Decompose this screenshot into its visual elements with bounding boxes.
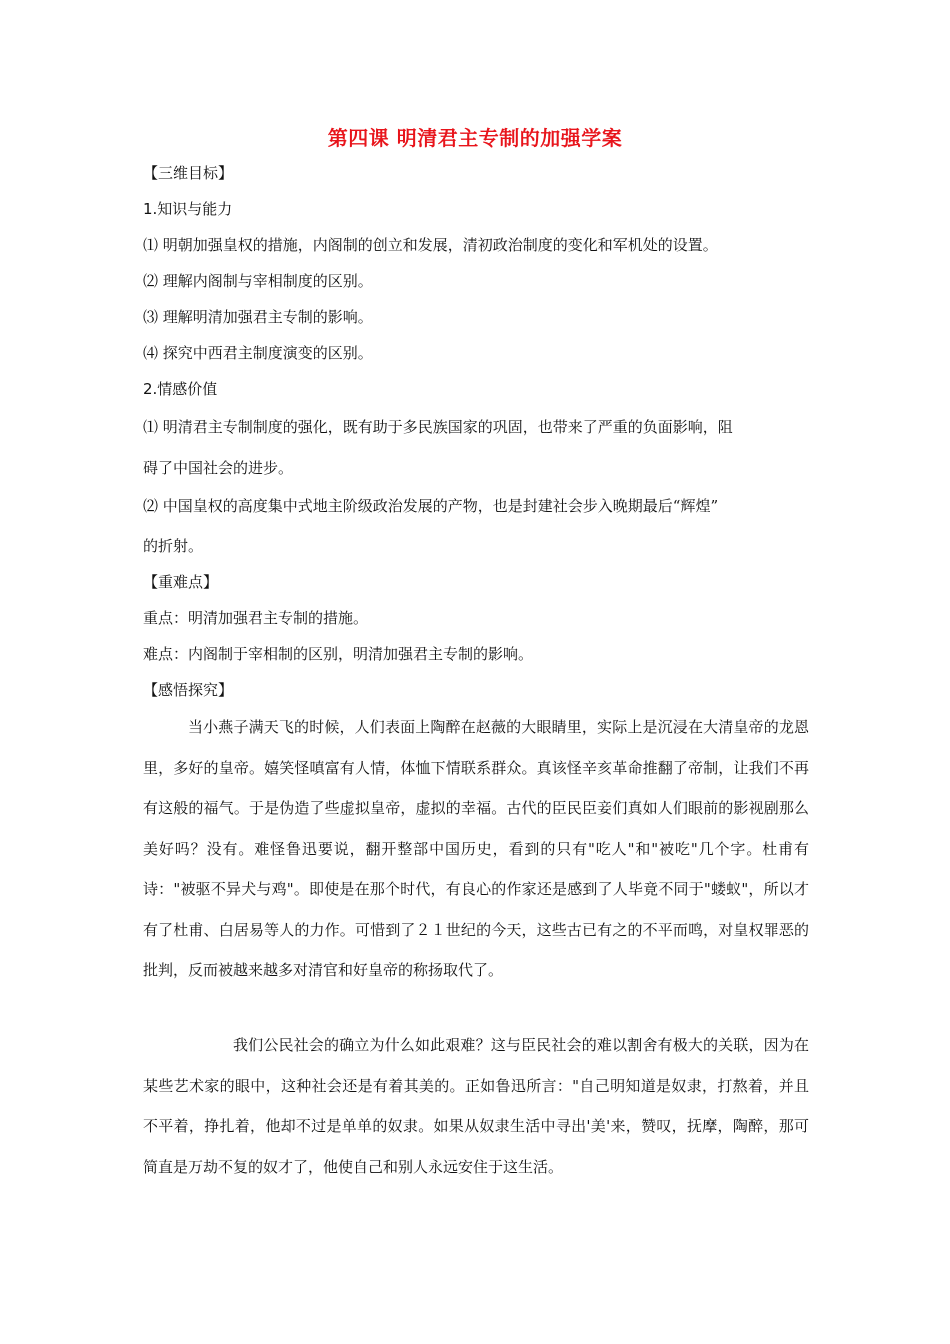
- key-point: 重点：明清加强君主专制的措施。: [143, 609, 369, 627]
- explore-paragraph-1: 当小燕子满天飞的时候，人们表面上陶醉在赵薇的大眼睛里，实际上是沉浸在大清皇帝的龙恩里，多好的皇帝。嬉笑怪嗔富有人情，体恤下情联系群众。真该怪辛亥革命推翻了帝制，让我们不再有这般的福气。于是伪造了些虚拟皇帝，虚拟的幸福。古代的臣民臣妾们真如人们眼前的影视剧那么美好吗？没有。难怪鲁迅要说，翻开整部中国历史，看到的只有"吃人"和"被吃"几个字。杜甫有诗："被驱不异犬与鸡"。即使是在那个时代，有良心的作家还是感到了人毕竟不同于"蝼蚁"，所以才有了杜甫、白居易等人的力作。可惜到了２１世纪的今天，这些古已有之的不平而鸣，对皇权罪恶的批判，反而被越来越多对清官和好皇帝的称扬取代了。: [143, 718, 809, 979]
- values-item-line: ⑵ 中国皇权的高度集中式地主阶级政治发展的产物，也是封建社会步入晚期最后“辉煌”: [143, 497, 719, 515]
- knowledge-item: ⑷ 探究中西君主制度演变的区别。: [143, 344, 373, 362]
- knowledge-item: ⑵ 理解内阁制与宰相制度的区别。: [143, 272, 373, 290]
- explore-paragraph-2: 我们公民社会的确立为什么如此艰难？这与臣民社会的难以割舍有极大的关联，因为在某些艺术家的眼中，这种社会还是有着其美的。正如鲁迅所言："自己明知道是奴隶，打熬着，并且不平着，挣扎着，他却不过是单单的奴隶。如果从奴隶生活中寻出'美'来，赞叹，抚摩，陶醉，那可简直是万劫不复的奴才了，他使自己和别人永远安住于这生活。: [143, 1036, 809, 1176]
- values-header: 2.情感价值: [143, 380, 218, 398]
- knowledge-header: 1.知识与能力: [143, 200, 233, 218]
- document-title: 第四课 明清君主专制的加强学案: [327, 126, 623, 150]
- explore-header: 【感悟探究】: [143, 681, 234, 699]
- values-item-line: 碍了中国社会的进步。: [143, 459, 294, 477]
- key-points-header: 【重难点】: [143, 573, 219, 591]
- knowledge-item: ⑴ 明朝加强皇权的措施，内阁制的创立和发展，清初政治制度的变化和军机处的设置。: [143, 236, 718, 254]
- difficult-point: 难点：内阁制于宰相制的区别，明清加强君主专制的影响。: [143, 645, 534, 663]
- goals-header: 【三维目标】: [143, 164, 234, 182]
- values-item-line: 的折射。: [143, 537, 204, 555]
- values-item-line: ⑴ 明清君主专制制度的强化，既有助于多民族国家的巩固，也带来了严重的负面影响，阻: [143, 418, 733, 436]
- knowledge-item: ⑶ 理解明清加强君主专制的影响。: [143, 308, 373, 326]
